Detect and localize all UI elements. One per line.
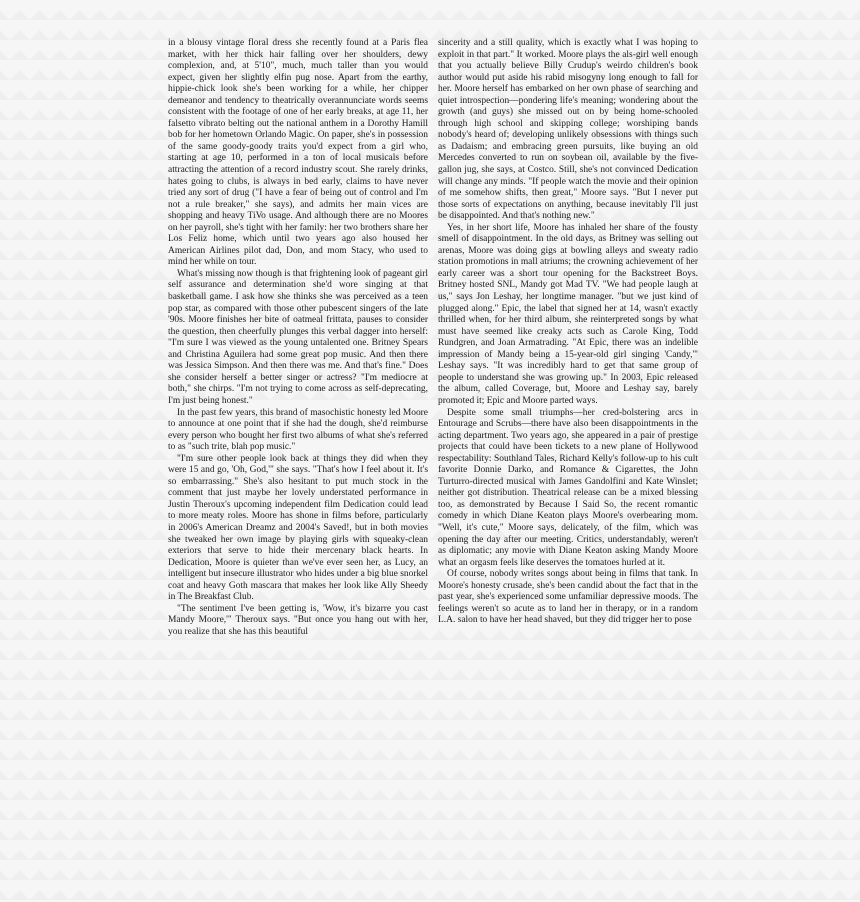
right-column (438, 38, 698, 627)
paragraph: In the past few years, this brand of masochistic honesty led Moore to announce at one point that if she had the dough, she'd reimburse every person who bought her first two albums of what she's referred to as "such trite, blah pop music." (168, 407, 428, 453)
paragraph: in a blousy vintage floral dress she recently found at a Paris flea market, with her thick hair falling over her shoulders, dewy complexion, and, at 5'10", much, much taller than you would expect, given her slightly elfin pug nose. Apart from the earthy, hippie-chick look she's been working for a while, her chipper demeanor and tendency to theatrically overannunciate words seems consistent with the footage of one of her early breaks, at age 11, her falsetto vibrato belting out the national anthem in a Dorothy Hamill bob for her hometown Orlando Magic. On paper, she's in possession of the same goody-goody traits you'd expect from a girl who, starting at age 10, performed in a ton of local musicals before attracting the attention of a record industry scout. She rarely drinks, hates going to clubs, is always in bed early, claims to have never tried any sort of drug ("I have a fear of being out of control and I'm not a rule breaker," she says), and admits her main vices are shopping and heavy TiVo usage. And although there are no Moores on her payroll, she's tight with her family: her two brothers share her Los Feliz home, which until two years ago also housed her American Airlines pilot dad, Don, and mom Stacy, who used to mind her while on tour. (168, 38, 428, 268)
paragraph: Of course, nobody writes songs about being in films that tank. In Moore's honesty crusade, she's been candid about the fact that in the past year, she's experienced some unfamiliar depressive moods. The feelings weren't so acute as to land her in therapy, or in a random L.A. salon to have her head shaved, but they did trigger her to pose (438, 569, 698, 626)
paragraph: sincerity and a still quality, which is exactly what I was hoping to exploit in that part." It worked. Moore plays the als-girl well enough that you actually believe Billy Crudup's weirdo children's book author would put aside his rabid misogyny long enough to fall for her. Moore herself has embarked on her own phase of searching and quiet introspection—pondering life's meaning; wondering about the growth (and guys) she missed out on by being home-schooled through high school and skipping college; worshiping bands nobody's heard of; developing unlikely obsessions with things such as Dadaism; and embracing green pursuits, like buying an old Mercedes converted to run on soybean oil, available by the five-gallon jug, she says, at Costco. Still, she's not convinced Dedication will change any minds. "If people watch the movie and their opinion of me somehow shifts, then great," Moore says. "But I never put those sorts of expectations on anything, because inevitably I'll just be disappointed. And that's nothing new." (438, 38, 698, 222)
paragraph: What's missing now though is that frightening look of pageant girl self assurance and determination she'd wore singing at that basketball game. I ask how she thinks she was perceived as a teen pop star, as compared with those other pubescent singers of the late '90s. Moore finishes her bite of oatmeal frittata, pauses to consider the question, then cheerfully plunges this verbal dagger into herself: "I'm sure I was viewed as the young untalented one. Britney Spears and Christina Aguilera had some great pop music. And then there was Jessica Simpson. And then there was me. And that's fine." Does she consider herself a better singer or actress? "I'm mediocre at both," she chirps. "I'm not trying to come across as self-deprecating, I'm just being honest." (168, 268, 428, 406)
paragraph: "I'm sure other people look back at things they did when they were 15 and go, 'Oh, God,'" she says. "That's how I feel about it. It's so embarrassing." She's also hesitant to put much stock in the comment that just maybe her lovely understated performance in Justin Theroux's upcoming independent film Dedication could lead to more meaty roles. Moore has shone in films before, particularly in 2006's American Dreamz and 2004's Saved!, but in both movies she tweaked her own image by playing girls with squeaky-clean exteriors that serve to hide their mercenary black hearts. In Dedication, Moore is quieter than we've ever seen her, as Lucy, an intelligent but insecure illustrator who hides under a big blue snorkel coat and heavy Goth mascara that makes her look like Ally Sheedy in The Breakfast Club. (168, 453, 428, 603)
paragraph: Despite some small triumphs—her cred-bolstering arcs in Entourage and Scrubs—there have also been disappointments in the acting department. Two years ago, she appeared in a pair of prestige projects that could have been tickets to a new plane of Hollywood respectability: Southland Tales, Richard Kelly's follow-up to his cult favorite Donnie Darko, and Romance & Cigarettes, the John Turturro-directed musical with James Gandolfini and Kate Winslet; neither got distribution. Theatrical release can be a mixed blessing too, as demonstrated by Because I Said So, the recent romantic comedy in which Diane Keaton plays Moore's overbearing mom. "Well, it's cute," Moore says, delicately, of the film, which was opening the day after our meeting. Critics, understandably, weren't as diplomatic; any movie with Diane Keaton asking Mandy Moore what an orgasm feels like deserves the tomatoes hurled at it. (438, 407, 698, 568)
paragraph: Yes, in her short life, Moore has inhaled her share of the fousty smell of disappointment. In the old days, as Britney was selling out arenas, Moore was doing gigs at bowling alleys and sweaty radio station promotions in mall atriums; the crowning achievement of her early career was a short tour opening for the Backstreet Boys. Britney hosted SNL, Mandy got Mad TV. "We had people laugh at us," says Jon Leshay, her longtime manager. "but we just kind of plugged along." Epic, the label that signed her at 14, wasn't exactly thrilled when, for her third album, she reinterpreted songs by what must have seemed like creaky acts such as Carole King, Todd Rundgren, and Joan Armatrading. "At Epic, there was an indelible impression of Mandy being a 15-year-old girl singing 'Candy,'" Leshay says. "It was incredibly hard to get that same group of people to understand she was growing up." In 2003, Epic released the album, called Coverage, but, Moore and Leshay say, barely promoted it; Epic and Moore parted ways. (438, 222, 698, 406)
paragraph: "The sentiment I've been getting is, 'Wow, it's bizarre you cast Mandy Moore,'" Theroux says. "But once you hang out with her, you realize that she has this beautiful (168, 603, 428, 637)
left-column (168, 38, 428, 638)
